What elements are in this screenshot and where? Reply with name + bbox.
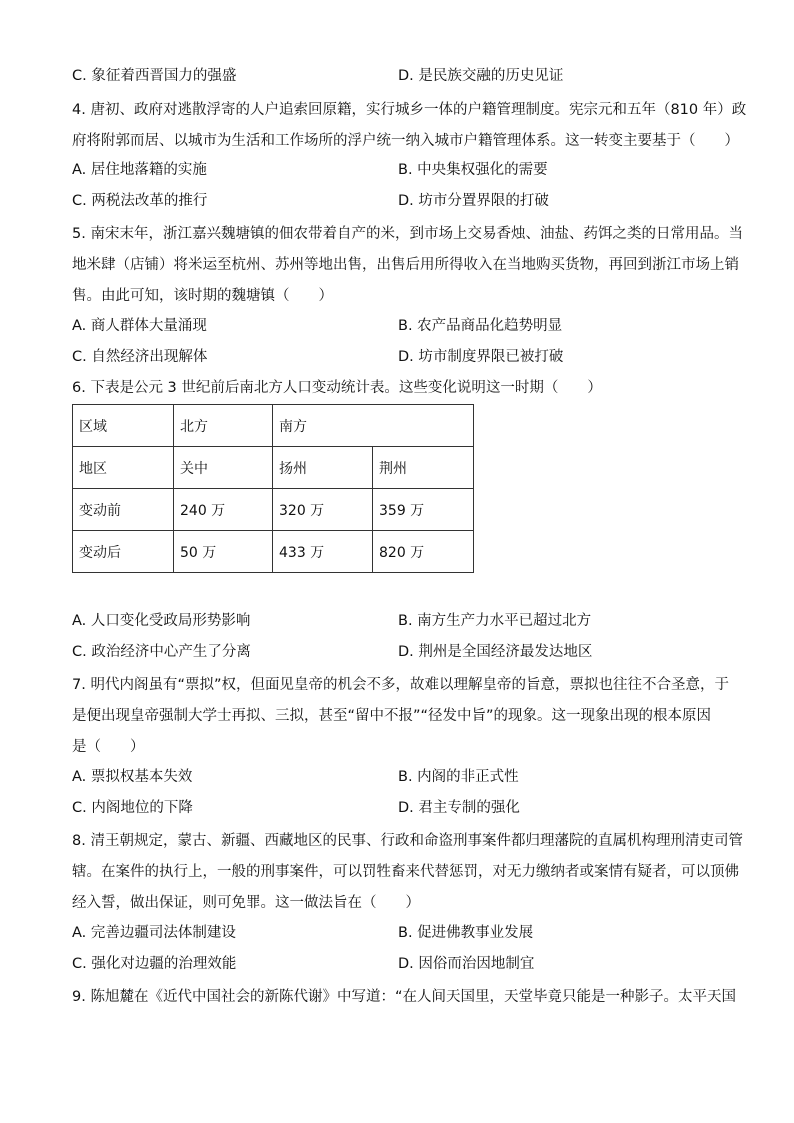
q9-stem-line: 9. 陈旭麓在《近代中国社会的新陈代谢》中写道：“在人间天国里，天堂毕竟只能是一种影子。太平天国: [72, 989, 736, 1005]
q7-stem: [72, 670, 729, 763]
q4-option-c[interactable]: C. 两税法改革的推行: [72, 193, 208, 209]
table-cell: 359 万: [373, 489, 474, 531]
table-header-cell: 地区: [73, 447, 174, 489]
q6-options-ab: [72, 611, 732, 631]
q8-stem-line: 8. 清王朝规定，蒙古、新疆、西藏地区的民事、行政和命盗刑事案件都归理藩院的直属机构理刑清吏司管: [72, 833, 743, 849]
q7-stem-line: 是（ ）: [72, 739, 145, 755]
q5-stem-line: 5. 南宋末年，浙江嘉兴魏塘镇的佃农带着自产的米，到市场上交易香烛、油盐、药饵之类的日常用品。当: [72, 226, 743, 242]
table-cell: 50 万: [174, 531, 273, 573]
table-cell: 433 万: [273, 531, 373, 573]
q3-option-c[interactable]: C. 象征着西晋国力的强盛: [72, 68, 237, 84]
table-row: [73, 447, 474, 489]
table-row: [73, 531, 474, 573]
q5-stem: [72, 219, 743, 312]
q6-option-b[interactable]: B. 南方生产力水平已超过北方: [398, 613, 592, 629]
table-cell: 820 万: [373, 531, 474, 573]
table-header-cell: 南方: [273, 405, 474, 447]
q8-options-cd: [72, 954, 732, 974]
q5-options-cd: [72, 347, 732, 367]
q5-option-c[interactable]: C. 自然经济出现解体: [72, 349, 208, 365]
table-cell: 关中: [174, 447, 273, 489]
q5-option-b[interactable]: B. 农产品商品化趋势明显: [398, 318, 563, 334]
q8-option-a[interactable]: A. 完善边疆司法体制建设: [72, 925, 236, 941]
q8-stem-line: 辖。在案件的执行上，一般的刑事案件，可以罚牲畜来代替惩罚，对无力缴纳者或案情有疑者，可以顶佛: [72, 864, 739, 880]
q5-option-a[interactable]: A. 商人群体大量涌现: [72, 318, 207, 334]
table-row-label: 变动后: [73, 531, 174, 573]
q8-option-c[interactable]: C. 强化对边疆的治理效能: [72, 956, 237, 972]
q3-options-cd: [72, 66, 732, 86]
q5-stem-line: 售。由此可知，该时期的魏塘镇（ ）: [72, 288, 333, 304]
q4-option-b[interactable]: B. 中央集权强化的需要: [398, 162, 548, 178]
population-table: [72, 404, 474, 573]
q7-options-cd: [72, 798, 732, 818]
q4-option-d[interactable]: D. 坊市分置界限的打破: [398, 193, 549, 209]
table-header-cell: 区域: [73, 405, 174, 447]
q8-stem: [72, 826, 743, 919]
q4-option-a[interactable]: A. 居住地落籍的实施: [72, 162, 207, 178]
q7-option-c[interactable]: C. 内阁地位的下降: [72, 800, 193, 816]
table-header-cell: 北方: [174, 405, 273, 447]
table-cell: 荆州: [373, 447, 474, 489]
q6-option-c[interactable]: C. 政治经济中心产生了分离: [72, 644, 251, 660]
q7-options-ab: [72, 767, 732, 787]
q4-options-ab: [72, 160, 732, 180]
q4-stem-line: 4. 唐初、政府对逃散浮寄的人户追索回原籍，实行城乡一体的户籍管理制度。宪宗元和五年（810 年）政: [72, 102, 747, 118]
q4-stem-line: 府将附郭而居、以城市为生活和工作场所的浮户统一纳入城市户籍管理体系。这一转变主要基于（ ）: [72, 133, 739, 149]
q6-options-cd: [72, 642, 732, 662]
q7-stem-line: 是便出现皇帝强制大学士再拟、三拟，甚至“留中不报”“径发中旨”的现象。这一现象出现的根本原因: [72, 708, 712, 724]
q5-options-ab: [72, 316, 732, 336]
q5-stem-line: 地米肆（店铺）将米运至杭州、苏州等地出售，出售后用所得收入在当地购买货物，再回到浙江市场上销: [72, 257, 739, 273]
q7-option-d[interactable]: D. 君主专制的强化: [398, 800, 520, 816]
q8-stem-line: 经入誓，做出保证，则可免罪。这一做法旨在（ ）: [72, 895, 420, 911]
q7-option-a[interactable]: A. 票拟权基本失效: [72, 769, 193, 785]
q8-options-ab: [72, 923, 732, 943]
q7-option-b[interactable]: B. 内阁的非正式性: [398, 769, 519, 785]
q6-stem: 6. 下表是公元 3 世纪前后南北方人口变动统计表。这些变化说明这一时期（ ）: [72, 380, 602, 396]
table-row-label: 变动前: [73, 489, 174, 531]
table-cell: 240 万: [174, 489, 273, 531]
q6-option-a[interactable]: A. 人口变化受政局形势影响: [72, 613, 251, 629]
q5-option-d[interactable]: D. 坊市制度界限已被打破: [398, 349, 564, 365]
q4-stem: [72, 95, 747, 157]
q7-stem-line: 7. 明代内阁虽有“票拟”权，但面见皇帝的机会不多，故难以理解皇帝的旨意，票拟也往往不合圣意，于: [72, 677, 729, 693]
q8-option-d[interactable]: D. 因俗而治因地制宜: [398, 956, 535, 972]
q4-options-cd: [72, 191, 732, 211]
table-cell: 扬州: [273, 447, 373, 489]
table-row: [73, 405, 474, 447]
q8-option-b[interactable]: B. 促进佛教事业发展: [398, 925, 534, 941]
q9-stem: [72, 982, 736, 1013]
q3-option-d[interactable]: D. 是民族交融的历史见证: [398, 68, 564, 84]
q6-option-d[interactable]: D. 荆州是全国经济最发达地区: [398, 644, 593, 660]
table-row: [73, 489, 474, 531]
table-cell: 320 万: [273, 489, 373, 531]
